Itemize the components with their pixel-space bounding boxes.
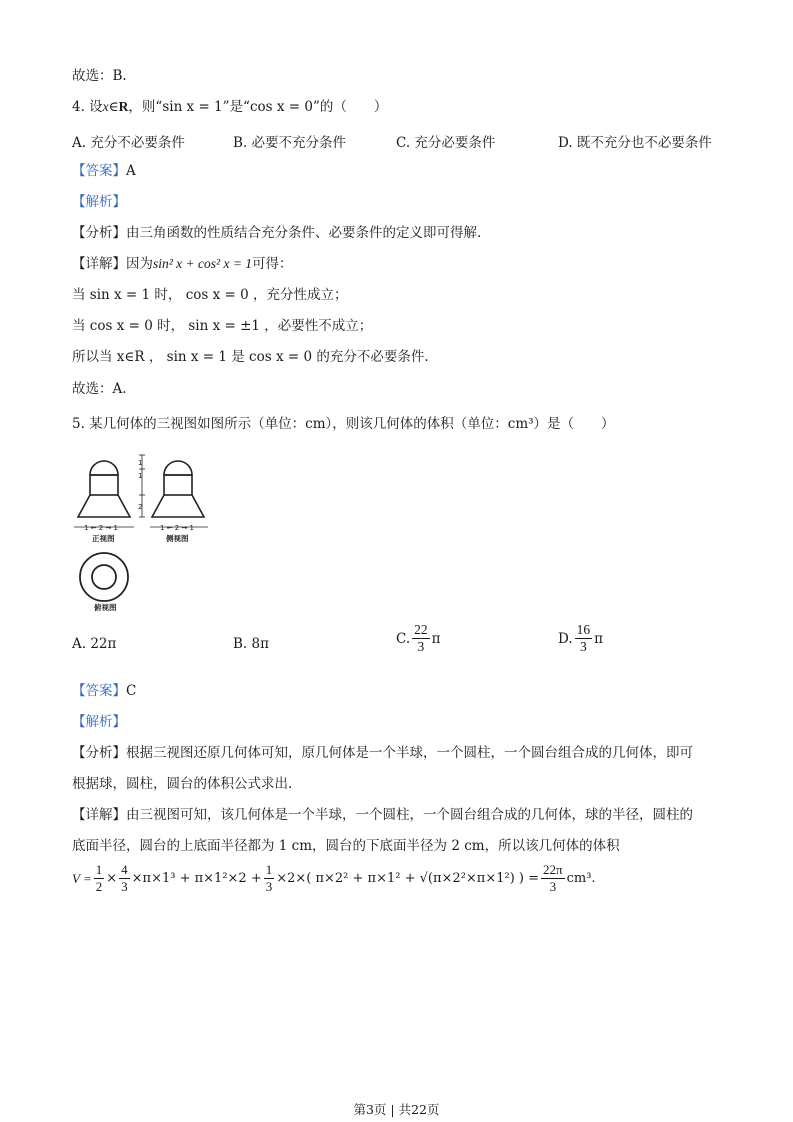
top-view	[80, 553, 128, 601]
answer-choice-line: 故选：B.	[72, 68, 127, 84]
q4-option-a: A. 充分不必要条件	[72, 135, 185, 151]
times: ×	[106, 870, 118, 886]
fraction-half	[94, 862, 105, 895]
q5-option-d	[558, 622, 603, 655]
analysis-heading: 【解析】	[72, 194, 126, 210]
fraction-four-thirds	[119, 862, 130, 895]
numerator: 16	[576, 622, 591, 637]
q5-option-a: A. 22π	[72, 636, 117, 652]
side-view	[152, 461, 204, 517]
analysis-5-line2: 根据球，圆柱，圆台的体积公式求出.	[72, 776, 293, 792]
analysis-text: 由三角函数的性质结合充分条件、必要条件的定义即可得解.	[126, 225, 482, 241]
q5-option-b: B. 8π	[233, 636, 269, 652]
detail-5-line2: 底面半径，圆台的上底面半径都为 1 cm，圆台的下底面半径为 2 cm，所以该几何体的体积	[72, 838, 620, 854]
dim-side-2: 1	[138, 472, 143, 480]
fraction-third	[264, 862, 275, 895]
analysis-label: 【分析】	[72, 745, 126, 761]
q4-option-c: C. 充分必要条件	[396, 135, 496, 151]
detail-5-line1	[72, 806, 693, 824]
analysis-4	[72, 224, 481, 242]
numerator: 1	[95, 862, 103, 877]
option-letter: C.	[396, 630, 411, 647]
denominator: 3	[417, 639, 425, 654]
answer-5	[72, 682, 136, 700]
denominator: 3	[121, 879, 128, 894]
detail-text-a: 因为	[126, 256, 153, 272]
formula-unit: cm³.	[566, 870, 596, 886]
detail-4	[72, 255, 293, 273]
volume-formula	[72, 862, 596, 895]
analysis-text: 根据三视图还原几何体可知，原几何体是一个半球，一个圆柱，一个圆台组合成的几何体，即可	[126, 745, 693, 761]
answer-value: A	[126, 163, 136, 179]
fraction	[575, 622, 593, 655]
dim-side-3: 2	[138, 503, 143, 511]
dim-bottom-front: 1 ← 2 → 1	[84, 524, 118, 532]
fraction-result	[541, 862, 565, 895]
when-line-1: 当 sin x = 1 时， cos x = 0 ，充分性成立；	[72, 287, 348, 303]
dim-side-1: 1	[138, 459, 143, 467]
volume-symbol: V =	[72, 870, 92, 886]
denominator: 3	[265, 879, 273, 894]
analysis-5-line1	[72, 744, 693, 762]
question-4	[72, 98, 387, 116]
q4-number: 4. 设	[72, 99, 103, 115]
front-view	[78, 461, 130, 517]
numerator: 22	[414, 622, 428, 637]
when-line-2: 当 cos x = 0 时， sin x = ±1 ，必要性不成立；	[72, 318, 373, 334]
analysis-heading-5: 【解析】	[72, 714, 126, 730]
answer-value: C	[126, 683, 137, 699]
q5-option-c	[396, 622, 441, 655]
answer-label: 【答案】	[72, 163, 126, 179]
q4-text: ，则“sin x = 1”是“cos x = 0”的（ ）	[128, 99, 388, 115]
detail-text-b: 可得：	[252, 256, 293, 272]
pi-symbol: π	[594, 630, 604, 647]
analysis-label: 【分析】	[72, 225, 126, 241]
formula-tail: ×2×( π×2² + π×1² + √(π×2²×π×1²) ) =	[276, 870, 540, 886]
q4-option-b: B. 必要不充分条件	[233, 135, 347, 151]
choice-line-4: 故选：A.	[72, 381, 127, 397]
q4-R: R	[118, 99, 129, 114]
numerator: 4	[121, 862, 128, 877]
dim-bottom-side: 1 ← 2 → 1	[160, 524, 194, 532]
formula-middle: ×π×1³ + π×1²×2 +	[131, 870, 262, 886]
q4-x-in: x∈	[102, 99, 119, 114]
front-view-label: 正视图	[92, 534, 115, 543]
numerator: 22π	[543, 862, 563, 877]
identity-formula: sin² x + cos² x = 1	[153, 256, 253, 271]
numerator: 1	[265, 862, 273, 877]
pi-symbol: π	[431, 630, 441, 647]
fraction	[412, 622, 430, 655]
side-view-label: 侧视图	[166, 534, 189, 543]
detail-text: 由三视图可知，该几何体是一个半球，一个圆柱，一个圆台组合成的几何体，球的半径，圆柱的	[126, 807, 693, 823]
three-view-figure	[72, 453, 224, 613]
option-letter: D.	[558, 630, 573, 647]
answer-4	[72, 162, 136, 180]
q4-option-d: D. 既不充分也不必要条件	[558, 135, 712, 151]
conclusion-line: 所以当 x∈R ， sin x = 1 是 cos x = 0 的充分不必要条件.	[72, 349, 429, 365]
denominator: 2	[95, 879, 103, 894]
answer-label: 【答案】	[72, 683, 126, 699]
detail-label: 【详解】	[72, 256, 126, 272]
page-footer: 第3页 | 共22页	[353, 1102, 440, 1117]
question-5: 5. 某几何体的三视图如图所示（单位：cm），则该几何体的体积（单位：cm³）是（ ）	[72, 416, 615, 432]
denominator: 3	[580, 639, 587, 654]
top-view-label: 俯视图	[94, 603, 117, 612]
detail-label: 【详解】	[72, 807, 126, 823]
denominator: 3	[549, 879, 557, 894]
